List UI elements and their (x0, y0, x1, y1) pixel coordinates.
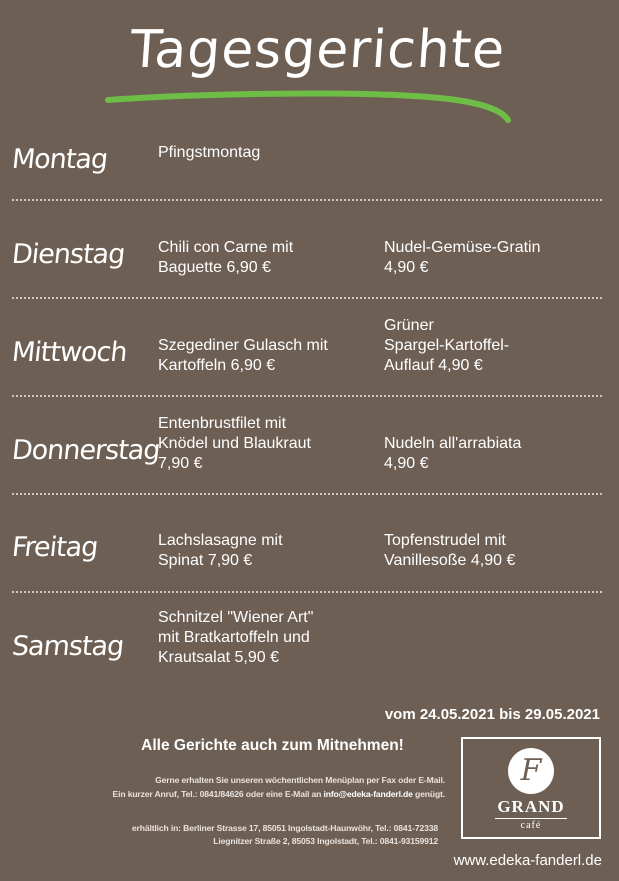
dish-2: Grüner Spargel-Kartoffel- Auflauf 4,90 € (384, 317, 510, 374)
website-link[interactable]: www.edeka-fanderl.de (453, 852, 602, 869)
info-line-2-suffix: genügt. (412, 789, 445, 799)
divider (12, 199, 602, 201)
dish-1: Chili con Carne mit Baguette 6,90 € (158, 239, 294, 276)
info-line-2 (10, 789, 445, 799)
day-label: Mittwoch (10, 337, 129, 368)
dish-1: Szegediner Gulasch mit Kartoffeln 6,90 € (158, 337, 328, 374)
day-label: Montag (10, 144, 109, 175)
takeaway-note: Alle Gerichte auch zum Mitnehmen! (141, 737, 404, 754)
logo-subtitle: café (520, 820, 542, 831)
logo-f-emblem: F (508, 748, 554, 794)
page-title: Tagesgerichte (128, 20, 508, 80)
day-label: Donnerstag (10, 435, 162, 466)
address-line-2: Liegnitzer Straße 2, 85053 Ingolstadt, Tel.: 0841-93159912 (213, 836, 438, 846)
contact-email-link[interactable]: info@edeka-fanderl.de (323, 789, 413, 799)
divider (12, 591, 602, 593)
logo-name: GRAND (497, 797, 565, 816)
dish-1: Entenbrustfilet mit Knödel und Blaukraut 7,90 € (158, 415, 311, 472)
divider (12, 395, 602, 397)
day-label: Samstag (10, 631, 125, 662)
info-line-1: Gerne erhalten Sie unseren wöchentlichen Menüplan per Fax oder E-Mail. (155, 775, 445, 785)
dish-1: Schnitzel "Wiener Art" mit Bratkartoffeln und Krautsalat 5,90 € (158, 609, 314, 666)
address-line-1: erhältlich in: Berliner Strasse 17, 85051 Ingolstadt-Haunwöhr, Tel.: 0841-72338 (131, 823, 438, 833)
dish-2: Nudeln all'arrabiata 4,90 € (384, 435, 522, 472)
day-label: Dienstag (10, 239, 126, 270)
logo-rule (495, 818, 567, 819)
dish-1: Pfingstmontag (158, 144, 261, 161)
date-range: vom 24.05.2021 bis 29.05.2021 (384, 706, 600, 723)
dish-2: Nudel-Gemüse-Gratin 4,90 € (384, 239, 541, 276)
divider (12, 493, 602, 495)
info-line-2-text: Ein kurzer Anruf, Tel.: 0841/84626 oder eine E-Mail an (112, 789, 324, 799)
day-label: Freitag (10, 532, 100, 563)
grand-cafe-logo (461, 737, 601, 839)
dish-1: Lachslasagne mit Spinat 7,90 € (158, 532, 283, 569)
dish-2: Topfenstrudel mit Vanillesoße 4,90 € (384, 532, 516, 569)
divider (12, 297, 602, 299)
